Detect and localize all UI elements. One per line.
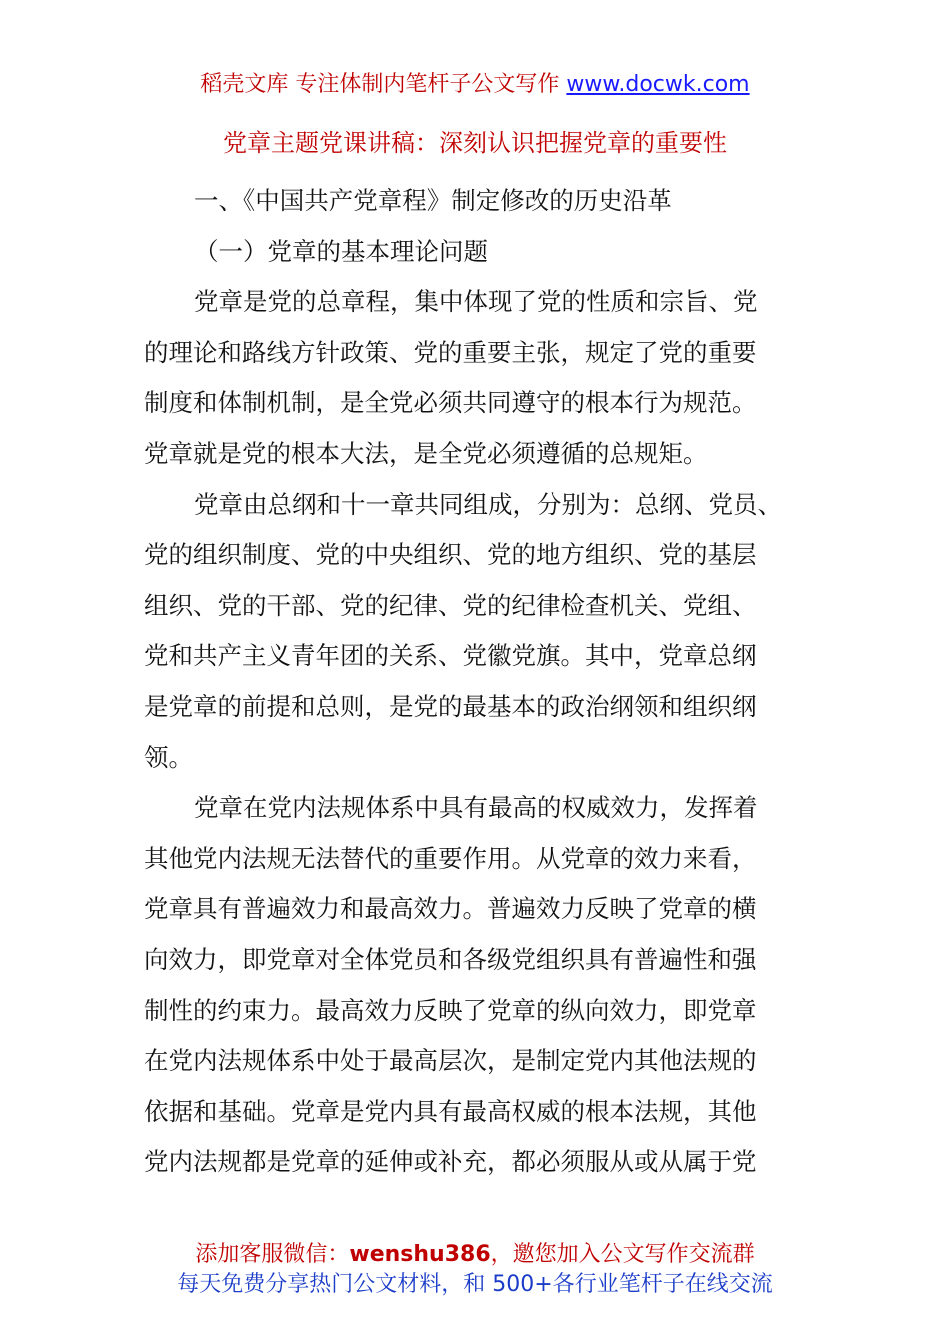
- site-header-text: 稻壳文库 专注体制内笔杆子公文写作: [200, 72, 567, 97]
- paragraph-line: 在党内法规体系中处于最高层次，是制定党内其他法规的: [144, 1046, 757, 1076]
- site-link[interactable]: www.docwk.com: [566, 72, 750, 97]
- footer-line-wechat: [0, 1240, 950, 1270]
- paragraph-line: 党章具有普遍效力和最高效力。普遍效力反映了党章的横: [144, 894, 757, 924]
- paragraph-line: 依据和基础。党章是党内具有最高权威的根本法规，其他: [144, 1096, 757, 1126]
- paragraph-line: 的理论和路线方针政策、党的重要主张，规定了党的重要: [144, 337, 757, 367]
- footer-wechat-id: wenshu386: [349, 1242, 491, 1267]
- section-heading: 一、《中国共产党章程》制定修改的历史沿革: [194, 186, 672, 215]
- site-header: [0, 70, 950, 100]
- footer-wechat-suffix: ，邀您加入公文写作交流群: [490, 1242, 755, 1267]
- document-body: [144, 176, 824, 1188]
- footer-line-share: 每天免费分享热门公文材料，和 500+各行业笔杆子在线交流: [177, 1272, 773, 1297]
- paragraph-line: 党的组织制度、党的中央组织、党的地方组织、党的基层: [144, 540, 757, 570]
- paragraph-line: 党章在党内法规体系中具有最高的权威效力，发挥着: [194, 793, 758, 823]
- paragraph-line: 是党章的前提和总则，是党的最基本的政治纲领和组织纲: [144, 691, 757, 721]
- footer-wechat-prefix: 添加客服微信：: [195, 1242, 350, 1267]
- paragraph-line: 制性的约束力。最高效力反映了党章的纵向效力，即党章: [144, 995, 757, 1025]
- subsection-heading: （一）党章的基本理论问题: [194, 236, 488, 266]
- paragraph-line: 其他党内法规无法替代的重要作用。从党章的效力来看，: [144, 843, 757, 873]
- paragraph-line: 党内法规都是党章的延伸或补充，都必须服从或从属于党: [144, 1147, 757, 1177]
- document-title: 党章主题党课讲稿：深刻认识把握党章的重要性: [223, 129, 727, 157]
- promo-footer: [0, 1240, 950, 1300]
- paragraph-line: 制度和体制机制，是全党必须共同遵守的根本行为规范。: [144, 388, 757, 418]
- paragraph-line: 向效力，即党章对全体党员和各级党组织具有普遍性和强: [144, 944, 757, 974]
- paragraph-line: 领。: [144, 742, 193, 772]
- paragraph-line: 党章就是党的根本大法，是全党必须遵循的总规矩。: [144, 438, 708, 468]
- paragraph-line: 党章由总纲和十一章共同组成，分别为：总纲、党员、: [194, 489, 782, 519]
- paragraph-line: 党章是党的总章程，集中体现了党的性质和宗旨、党: [194, 287, 758, 317]
- paragraph-line: 组织、党的干部、党的纪律、党的纪律检查机关、党组、: [144, 590, 757, 620]
- paragraph-line: 党和共产主义青年团的关系、党徽党旗。其中，党章总纲: [144, 641, 757, 671]
